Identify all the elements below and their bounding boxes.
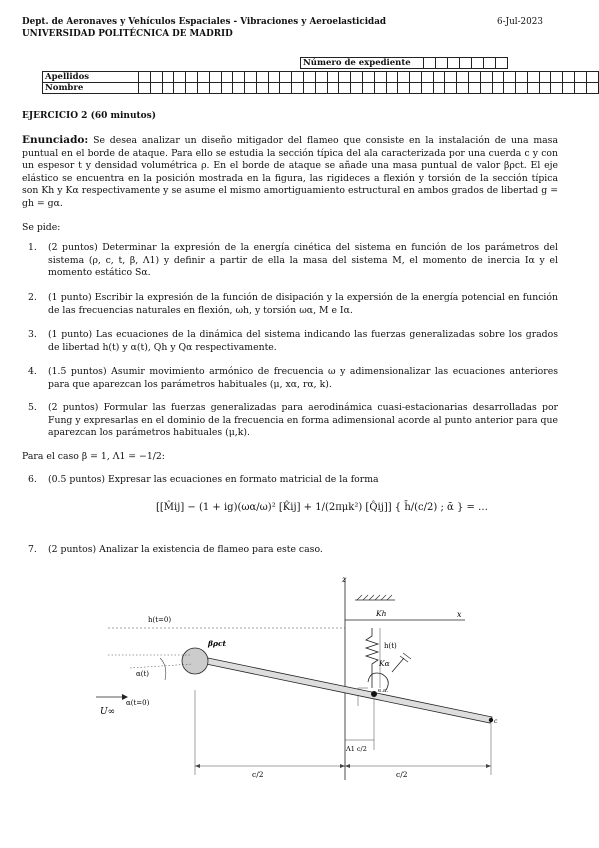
nombre-cell[interactable]	[174, 83, 186, 94]
apellidos-cell[interactable]	[563, 72, 575, 83]
h-t-label: h(t)	[384, 642, 397, 650]
apellidos-cell[interactable]	[575, 72, 587, 83]
nombre-cell[interactable]	[516, 83, 528, 94]
apellidos-cell[interactable]	[351, 72, 363, 83]
nombre-cell[interactable]	[539, 83, 551, 94]
nombre-cell[interactable]	[150, 83, 162, 94]
expediente-cell[interactable]	[448, 58, 460, 69]
nombre-cell[interactable]	[280, 83, 292, 94]
matrix-equation: [[M̂ij] − (1 + ig)(ωα/ω)² [K̂ij] + 1/(2πμk²) [Q̂ij]] { h̄/(c/2) ; ᾱ } = …	[156, 502, 489, 513]
apellidos-label: Apellidos	[43, 72, 139, 83]
apellidos-cell[interactable]	[386, 72, 398, 83]
nombre-cell[interactable]	[492, 83, 504, 94]
apellidos-cell[interactable]	[539, 72, 551, 83]
apellidos-cell[interactable]	[527, 72, 539, 83]
question-number: 2.	[28, 292, 37, 303]
apellidos-cell[interactable]	[256, 72, 268, 83]
ea-label: e.a.	[378, 688, 389, 694]
apellidos-cell[interactable]	[339, 72, 351, 83]
nombre-cell[interactable]	[586, 83, 598, 94]
nombre-cell[interactable]	[480, 83, 492, 94]
apellidos-cell[interactable]	[268, 72, 280, 83]
apellidos-cell[interactable]	[327, 72, 339, 83]
nombre-cell[interactable]	[362, 83, 374, 94]
question-text: (2 puntos) Analizar la existencia de flameo para este caso.	[48, 544, 323, 555]
apellidos-cell[interactable]	[398, 72, 410, 83]
dim-arrowhead	[486, 764, 491, 768]
apellidos-cell[interactable]	[315, 72, 327, 83]
question-number: 3.	[28, 329, 37, 340]
apellidos-cell[interactable]	[245, 72, 257, 83]
elastic-axis-point	[371, 691, 377, 697]
apellidos-cell[interactable]	[586, 72, 598, 83]
nombre-cell[interactable]	[398, 83, 410, 94]
nombre-cell[interactable]	[256, 83, 268, 94]
h-t0-label: h(t=0)	[148, 616, 172, 624]
question-item-4	[28, 366, 558, 391]
nombre-cell[interactable]	[563, 83, 575, 94]
freestream-label: U∞	[100, 707, 116, 717]
apellidos-cell[interactable]	[362, 72, 374, 83]
nombre-cell[interactable]	[315, 83, 327, 94]
apellidos-cell[interactable]	[410, 72, 422, 83]
ka-label: Kα	[379, 659, 390, 668]
c-half-left-label: c/2	[252, 770, 264, 779]
university-name: UNIVERSIDAD POLITÉCNICA DE MADRID	[22, 29, 233, 39]
dim-arrowhead	[345, 764, 350, 768]
x-axis-label: x	[457, 610, 462, 619]
apellidos-cell[interactable]	[304, 72, 316, 83]
nombre-cell[interactable]	[504, 83, 516, 94]
nombre-cell[interactable]	[233, 83, 245, 94]
apellidos-cell[interactable]	[174, 72, 186, 83]
expediente-cell[interactable]	[460, 58, 472, 69]
apellidos-cell[interactable]	[198, 72, 210, 83]
expediente-label: Número de expediente	[301, 58, 424, 69]
lambda-label: Λ1 c/2	[346, 745, 367, 753]
nombre-cell[interactable]	[139, 83, 151, 94]
apellidos-cell[interactable]	[292, 72, 304, 83]
question-item-5	[28, 402, 558, 440]
nombre-cell[interactable]	[374, 83, 386, 94]
nombre-cell[interactable]	[198, 83, 210, 94]
question-item-2	[28, 292, 558, 317]
nombre-cell[interactable]	[575, 83, 587, 94]
apellidos-cell[interactable]	[150, 72, 162, 83]
apellidos-cell[interactable]	[516, 72, 528, 83]
apellidos-cell[interactable]	[209, 72, 221, 83]
enunciado	[22, 134, 558, 211]
apellidos-cell[interactable]	[374, 72, 386, 83]
question-text: (1.5 puntos) Asumir movimiento armónico de frecuencia ω y adimensionalizar las ecuaciones anteriores para que aparezcan los parámetros habituales (μ, xα, rα, k).	[48, 366, 558, 390]
question-item-6	[28, 474, 558, 487]
question-number: 4.	[28, 366, 37, 377]
expediente-cell[interactable]	[496, 58, 508, 69]
apellidos-cell[interactable]	[186, 72, 198, 83]
nombre-cell[interactable]	[327, 83, 339, 94]
enunciado-text: Se desea analizar un diseño mitigador del flameo que consiste en la instalación de una masa puntual en el borde de ataque. Para ello se estudia la sección típica del ala caracterizada por una cuerda c y con un espesor t y densidad volumétrica ρ. En el borde de ataque se añade una masa puntual de valor βρct. El eje elástico se encuentra en la posición mostrada en la figura, las rigideces a flexión y torsión de la sección típica son Kh y Kα respectivamente y se asume el mismo amortiguamiento estructural en ambos grados de libertad g = gh = gα.	[22, 135, 558, 209]
question-item-1	[28, 242, 558, 280]
dim-arrowhead	[340, 764, 345, 768]
se-pide: Se pide:	[22, 222, 61, 233]
nombre-cell[interactable]	[421, 83, 433, 94]
leading-edge-mass	[182, 648, 208, 674]
nombre-cell[interactable]	[245, 83, 257, 94]
dept-title: Dept. de Aeronaves y Vehículos Espaciales - Vibraciones y Aeroelasticidad	[22, 17, 387, 27]
apellidos-cell[interactable]	[162, 72, 174, 83]
question-item-3	[28, 329, 558, 354]
nombre-cell[interactable]	[457, 83, 469, 94]
expediente-cell[interactable]	[484, 58, 496, 69]
apellidos-cell[interactable]	[421, 72, 433, 83]
ground-hatch	[357, 595, 392, 600]
nombre-cell[interactable]	[292, 83, 304, 94]
nombre-cell[interactable]	[221, 83, 233, 94]
airfoil-section	[206, 658, 492, 723]
enunciado-label: Enunciado:	[22, 134, 89, 146]
expediente-table	[300, 57, 508, 69]
torsion-spring-arm	[392, 658, 404, 672]
exercise-title: EJERCICIO 2 (60 minutos)	[22, 111, 157, 121]
trailing-edge-point	[489, 718, 493, 722]
expediente-cell[interactable]	[472, 58, 484, 69]
nombre-cell[interactable]	[551, 83, 563, 94]
z-axis-label: z	[342, 575, 347, 584]
expediente-cell[interactable]	[424, 58, 436, 69]
question-text: (2 puntos) Formular las fuerzas generalizadas para aerodinámica cuasi-estacionarias desarrolladas por Fung y expresarlas en el dominio de la frecuencia en forma adimensional acorde al punto anterior para que aparezcan los parámetros habituales (μ,k).	[48, 402, 558, 439]
nombre-cell[interactable]	[339, 83, 351, 94]
dim-arrowhead	[195, 764, 200, 768]
exam-date: 6-Jul-2023	[497, 17, 543, 27]
apellidos-cell[interactable]	[468, 72, 480, 83]
apellidos-cell[interactable]	[492, 72, 504, 83]
apellidos-cell[interactable]	[551, 72, 563, 83]
nombre-cell[interactable]	[268, 83, 280, 94]
nombre-cell[interactable]	[468, 83, 480, 94]
question-number: 1.	[28, 242, 37, 253]
apellidos-cell[interactable]	[445, 72, 457, 83]
question-number: 6.	[28, 474, 37, 485]
typical-section-figure	[0, 570, 599, 848]
kh-label: Kh	[376, 609, 387, 618]
nombre-label: Nombre	[43, 83, 139, 94]
alpha-t-label: α(t)	[136, 670, 150, 678]
apellidos-cell[interactable]	[280, 72, 292, 83]
nombre-cell[interactable]	[527, 83, 539, 94]
apellidos-cell[interactable]	[139, 72, 151, 83]
nombre-cell[interactable]	[445, 83, 457, 94]
alpha-arc	[160, 658, 166, 680]
nombre-cell[interactable]	[304, 83, 316, 94]
apellidos-cell[interactable]	[480, 72, 492, 83]
nombre-cell[interactable]	[209, 83, 221, 94]
question-text: (1 punto) Las ecuaciones de la dinámica del sistema indicando las fuerzas generalizadas sobre los grados de libertad h(t) y α(t), Qh y Qα respectivamente.	[48, 329, 558, 353]
nombre-row	[43, 83, 599, 94]
question-text: (2 puntos) Determinar la expresión de la energía cinética del sistema en función de los parámetros del sistema (ρ, c, t, β, Λ1) y definir a partir de ella la masa del sistema M, el momento de inercia Iα y el momento estático Sα.	[48, 242, 558, 279]
question-item-7	[28, 544, 558, 557]
question-number: 7.	[28, 544, 37, 555]
nombre-cell[interactable]	[186, 83, 198, 94]
expediente-cell[interactable]	[436, 58, 448, 69]
nombre-cell[interactable]	[433, 83, 445, 94]
alpha-t0-label: α(t=0)	[126, 699, 150, 707]
beta-mass-label: βρct	[208, 639, 226, 648]
nombre-cell[interactable]	[410, 83, 422, 94]
apellidos-cell[interactable]	[457, 72, 469, 83]
nombre-cell[interactable]	[162, 83, 174, 94]
apellidos-cell[interactable]	[433, 72, 445, 83]
nombre-cell[interactable]	[386, 83, 398, 94]
name-table	[42, 71, 599, 94]
apellidos-cell[interactable]	[233, 72, 245, 83]
case-statement: Para el caso β = 1, Λ1 = −1/2:	[22, 451, 165, 462]
question-text: (0.5 puntos) Expresar las ecuaciones en formato matricial de la forma	[48, 474, 379, 485]
nombre-cell[interactable]	[351, 83, 363, 94]
question-text: (1 punto) Escribir la expresión de la función de disipación y la expersión de la energía potencial en función de las frecuencias naturales en flexión, ωh, y torsión ωα, M e Iα.	[48, 292, 558, 316]
apellidos-row	[43, 72, 599, 83]
c-half-right-label: c/2	[396, 770, 408, 779]
apellidos-cell[interactable]	[504, 72, 516, 83]
c-label: c	[494, 718, 498, 725]
question-number: 5.	[28, 402, 37, 413]
apellidos-cell[interactable]	[221, 72, 233, 83]
bending-spring	[366, 628, 378, 688]
